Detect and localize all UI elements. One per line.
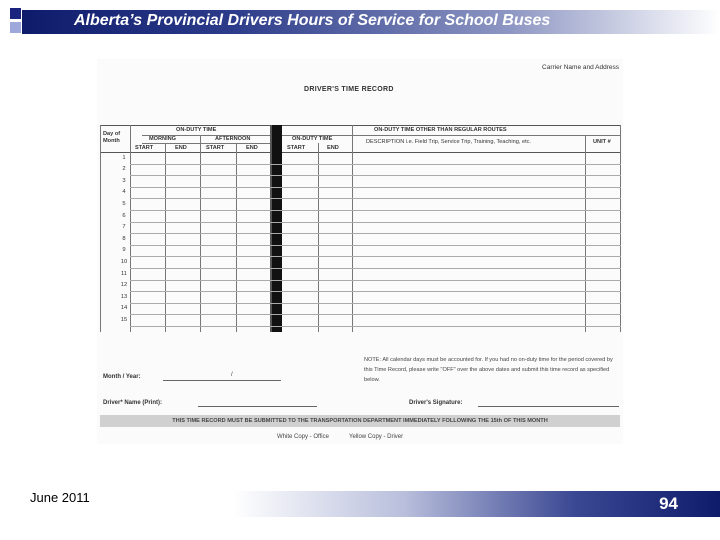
drivers-time-record-form <box>97 59 623 444</box>
day-number: 10 <box>120 258 128 265</box>
driver-name-label: Driver* Name (Print): <box>103 400 163 406</box>
page-number: 94 <box>659 494 678 513</box>
start-header: START <box>206 145 225 151</box>
day-number: 14 <box>120 305 128 312</box>
day-number: 8 <box>122 235 126 242</box>
divider-bar <box>272 125 282 332</box>
row-line <box>130 314 621 315</box>
row-line <box>130 280 621 281</box>
other-routes-header: ON-DUTY TIME OTHER THAN REGULAR ROUTES <box>374 127 507 133</box>
carrier-label: Carrier Name and Address <box>542 64 619 71</box>
row-line <box>130 268 621 269</box>
note-text: NOTE: All calendar days must be accounted for. If you had no on-duty time for the period covered by this Time Record, please write "OFF" over the above dates and submit this time record as specified below. <box>364 357 613 383</box>
row-line <box>130 291 621 292</box>
slide-date: June 2011 <box>30 490 90 505</box>
day-number: 11 <box>120 270 128 277</box>
day-number: 13 <box>120 293 128 300</box>
square-icon <box>10 8 21 19</box>
row-line <box>130 164 621 165</box>
day-number: 4 <box>122 189 126 196</box>
day-number: 5 <box>122 200 126 207</box>
white-copy-label: White Copy - Office <box>277 434 329 440</box>
afternoon-header: AFTERNOON <box>215 136 251 142</box>
form-title: DRIVER'S TIME RECORD <box>304 86 394 93</box>
row-line <box>130 303 621 304</box>
start-header: START <box>287 145 306 151</box>
on-duty-time-header-2: ON-DUTY TIME <box>292 136 333 142</box>
morning-header: MORNING <box>149 136 177 142</box>
day-number: 12 <box>120 282 128 289</box>
end-header: END <box>327 145 339 151</box>
day-of-month-header: Day of Month <box>103 131 121 144</box>
square-icon <box>10 22 21 33</box>
time-record-table <box>100 125 621 332</box>
submit-notice: THIS TIME RECORD MUST BE SUBMITTED TO THE TRANSPORTATION DEPARTMENT IMMEDIATELY FOLLOWING THE 15th OF THIS MONTH <box>100 415 620 427</box>
row-line <box>130 222 621 223</box>
row-line <box>130 187 621 188</box>
row-line <box>130 210 621 211</box>
row-line <box>130 233 621 234</box>
slide-title: Alberta’s Provincial Drivers Hours of Service for School Buses <box>74 12 551 29</box>
row-line <box>130 326 621 327</box>
row-line <box>130 256 621 257</box>
yellow-copy-label: Yellow Copy - Driver <box>349 434 404 440</box>
row-line <box>130 245 621 246</box>
end-header: END <box>246 145 258 151</box>
row-line <box>130 198 621 199</box>
day-number: 1 <box>122 154 126 161</box>
month-year-slash: / <box>231 372 233 378</box>
footer-band <box>233 491 720 517</box>
day-number: 9 <box>122 247 126 254</box>
row-line <box>130 175 621 176</box>
on-duty-time-header: ON-DUTY TIME <box>176 127 217 133</box>
end-header: END <box>175 145 187 151</box>
driver-signature-label: Driver's Signature: <box>409 400 463 406</box>
unit-header: UNIT # <box>593 139 611 145</box>
start-header: START <box>135 145 154 151</box>
description-header: DESCRIPTION i.e. Field Trip, Service Trip, Training, Teaching, etc. <box>366 139 531 145</box>
month-year-label: Month / Year: <box>103 374 141 380</box>
day-number: 15 <box>120 316 128 323</box>
day-number: 2 <box>122 166 126 173</box>
day-number: 3 <box>122 177 126 184</box>
day-number: 6 <box>122 212 126 219</box>
day-number: 7 <box>122 224 126 231</box>
